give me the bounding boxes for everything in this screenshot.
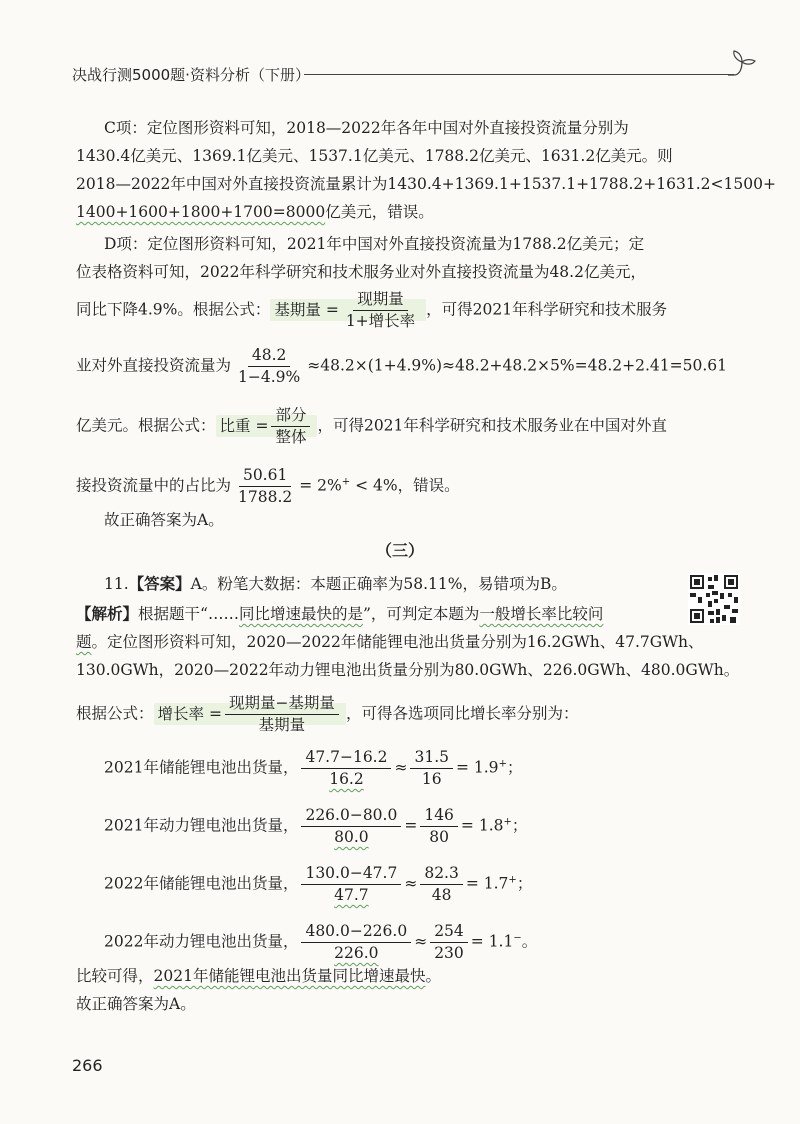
d-item-answer: 故正确答案为A。 <box>104 511 224 529</box>
page-number: 266 <box>72 1056 103 1075</box>
c-item-line-4 <box>76 200 434 222</box>
qr-code-icon[interactable] <box>688 573 740 625</box>
d-item-line-1: D项：定位图形资料可知，2021年中国对外直接投资流量为1788.2亿美元；定 <box>104 235 645 253</box>
q11-analysis-line-4: 根据公式： 增长率 = $\frac{\text{现期量−基期量}}{\text{基期量}}$ ，可得各选项同比增长率分别为： <box>76 694 579 734</box>
q11-analysis-line-3: 130.0GWh，2020—2022年动力锂电池出货量分别为80.0GWh、226.0GWh、480.0GWh。 <box>76 661 740 679</box>
d-item-line-4: 业对外直接投资流量为 $\frac{48.2}{1-4.9\%}$ ≈48.2×(1+4.9%)≈48.2+48.2×5%=48.2+2.41=50.61 <box>76 346 727 386</box>
section-title: （三） <box>375 541 424 560</box>
d-item-line-3: 同比下降4.9%。根据公式： 基期量 = $\frac{\text{现期量}}{\text{1+增长率}}$ ，可得2021年科学研究和技术服务 <box>76 290 668 330</box>
calc-row: 2021年储能锂电池出货量， $\frac{47.7-16.2}{16.2}$ ≈ $\frac{31.5}{16}$ = 1.9+； <box>104 748 523 788</box>
running-header <box>72 62 752 86</box>
calc-fraction-1: $\frac{48.2}{1-4.9\%}$ <box>238 346 301 386</box>
q11-compare-line: 比较可得，2021年储能锂电池出货量同比增速最快。 <box>76 967 441 985</box>
formula-growth-rate: 增长率 = $\frac{\text{现期量−基期量}}{\text{基期量}}$ <box>154 703 346 725</box>
q11-analysis-line-1: 【解析】根据题干“……同比增速最快的是”，可判定本题为一般增长率比较问 <box>76 605 604 623</box>
c-item-line-2: 1430.4亿美元、1369.1亿美元、1537.1亿美元、1788.2亿美元、1631.2亿美元。则 <box>76 147 673 165</box>
q11-answer-line: 11.【答案】A。粉笔大数据：本题正确率为58.11%，易错项为B。 <box>104 575 567 593</box>
header-rule <box>304 74 734 75</box>
c-item-conclusion: 亿美元，错误。 <box>325 203 434 221</box>
q11-analysis-line-2: 题。定位图形资料可知，2020—2022年储能锂电池出货量分别为16.2GWh、47.7GWh、 <box>76 633 704 651</box>
c-item-line-3: 2018—2022年中国对外直接投资流量累计为1430.4+1369.1+1537.1+1788.2+1631.2<1500+ <box>76 175 776 193</box>
calc-fraction-2: $\frac{50.61}{1788.2}$ <box>238 466 293 506</box>
d-item-line-6: 接投资流量中的占比为 $\frac{50.61}{1788.2}$ = 2%+ < 4%，错误。 <box>76 466 460 506</box>
sprout-icon <box>726 48 762 76</box>
d-item-line-2: 位表格资料可知，2022年科学研究和技术服务业对外直接投资流量为48.2亿美元， <box>76 263 646 281</box>
q11-final-answer: 故正确答案为A。 <box>76 995 196 1013</box>
answer-label: 【答案】 <box>128 575 191 593</box>
calc-row: 2021年动力锂电池出货量， $\frac{226.0-80.0}{80.0}$ = $\frac{146}{80}$ = 1.8+； <box>104 806 528 846</box>
c-item-sum-estimate: 1400+1600+1800+1700=8000 <box>76 203 326 221</box>
c-item-line-1: C项：定位图形资料可知，2018—2022年各年中国对外直接投资流量分别为 <box>104 119 629 137</box>
d-item-line-5: 亿美元。根据公式： 比重 = $\frac{\text{部分}}{\text{整体}}$ ，可得2021年科学研究和技术服务业在中国对外直 <box>76 406 667 446</box>
formula-proportion: 比重 = $\frac{\text{部分}}{\text{整体}}$ <box>216 415 318 437</box>
analysis-label: 【解析】 <box>76 605 139 623</box>
calc-row: 2022年动力锂电池出货量， $\frac{480.0-226.0}{226.0}$ ≈ $\frac{254}{230}$ = 1.1−。 <box>104 922 538 962</box>
formula-base-period: 基期量 = $\frac{\text{现期量}}{\text{1+增长率}}$ <box>270 299 426 321</box>
header-title: 决战行测5000题·资料分析（下册） <box>72 66 310 84</box>
calc-row: 2022年储能锂电池出货量， $\frac{130.0-47.7}{47.7}$ ≈ $\frac{82.3}{48}$ = 1.7+； <box>104 864 533 904</box>
